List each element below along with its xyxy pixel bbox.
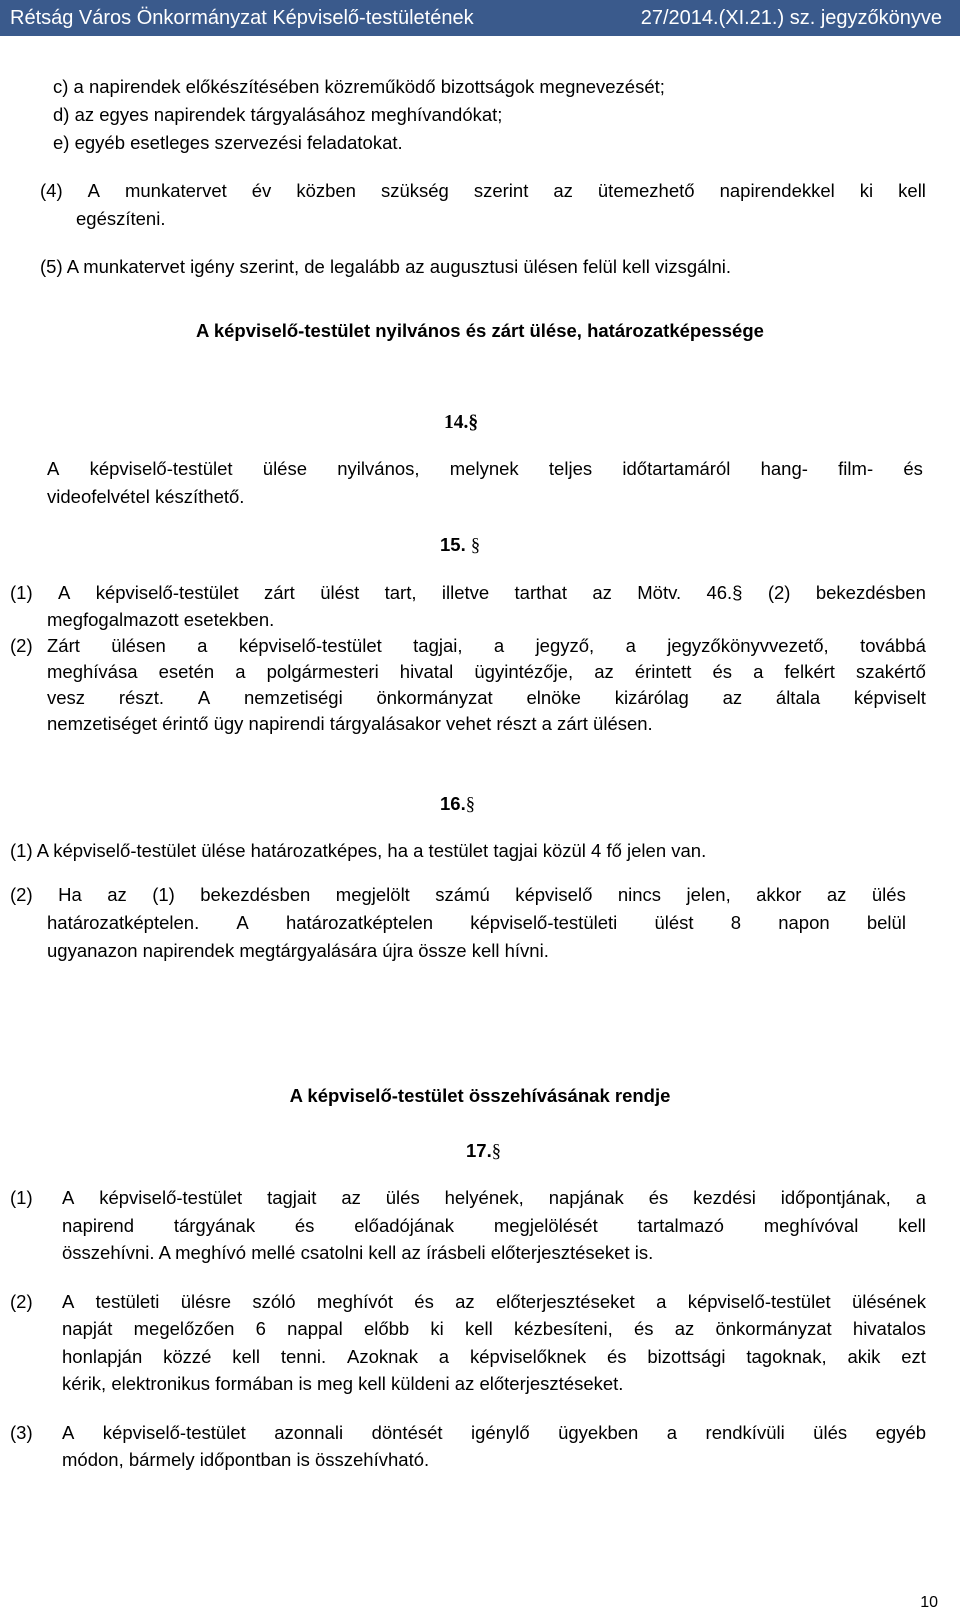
- paragraph-4-line-2: egészíteni.: [76, 208, 166, 229]
- section-number-17: 17.§: [466, 1140, 501, 1162]
- word: tagoknak,: [746, 1346, 827, 1367]
- word: nincs: [617, 884, 662, 905]
- word: ütemezhető: [597, 180, 695, 201]
- word: érintett: [634, 661, 692, 682]
- word: előadójának: [354, 1215, 455, 1236]
- word: a: [656, 1291, 667, 1312]
- word: képviselt: [853, 687, 926, 708]
- word: rendkívüli: [705, 1422, 785, 1443]
- paragraph-17-1-line-3: összehívni. A meghívó mellé csatolni kell az írásbeli előterjesztéseket is.: [62, 1242, 654, 1263]
- word: a: [197, 635, 208, 656]
- paragraph-17-1-line-2: [62, 1215, 926, 1237]
- word: nyilvános,: [337, 458, 420, 479]
- word: ki: [430, 1318, 444, 1339]
- word: év: [251, 180, 272, 201]
- word: önkormányzat: [376, 687, 493, 708]
- word: határozatképtelen: [285, 912, 434, 933]
- document-header: [0, 0, 960, 36]
- paragraph-15-2-line-3: [47, 687, 926, 709]
- paragraph-16-2-line-1: [10, 884, 906, 906]
- word: illetve: [441, 582, 490, 603]
- word: a: [753, 661, 764, 682]
- word: 8: [730, 912, 742, 933]
- paragraph-14-line-1: [47, 458, 923, 480]
- word: döntését: [371, 1422, 443, 1443]
- word: tart,: [384, 582, 417, 603]
- paragraph-16-1: (1) A képviselő-testület ülése határozatképes, ha a testület tagjai közül 4 fő jelen van.: [10, 840, 707, 861]
- word: helyének,: [444, 1187, 524, 1208]
- page-number: 10: [920, 1594, 938, 1611]
- section-sign-icon: §: [468, 412, 479, 433]
- word: részt.: [118, 687, 165, 708]
- word: 6: [255, 1318, 266, 1339]
- word: (1): [10, 582, 33, 603]
- word: hang-: [760, 458, 808, 479]
- word: képviselőknek: [469, 1346, 587, 1367]
- paragraph-17-2-line-1: [62, 1291, 926, 1313]
- word: A: [57, 582, 71, 603]
- word: időpontjának,: [780, 1187, 891, 1208]
- word: felkért: [784, 661, 835, 682]
- word: honlapján: [62, 1346, 143, 1367]
- word: közzé: [163, 1346, 212, 1367]
- word: kell: [465, 1318, 493, 1339]
- word: megjelölését: [493, 1215, 598, 1236]
- section-number-16: 16.§: [440, 793, 475, 815]
- list-item-c: c) a napirendek előkészítésében közreműködő bizottságok megnevezését;: [53, 76, 665, 97]
- word: A: [62, 1422, 75, 1443]
- paragraph-15-2-line-1: [47, 635, 926, 657]
- word: az: [592, 582, 612, 603]
- word: egyéb: [875, 1422, 926, 1443]
- header-doc-number: 27/2014.(XI.21.) sz. jegyzőkönyve: [640, 6, 942, 29]
- word: megjelölt: [335, 884, 410, 905]
- paragraph-17-3-line-1: [62, 1422, 926, 1444]
- section-heading-convening-order: A képviselő-testület összehívásának rendje: [289, 1085, 671, 1106]
- word: zárt: [263, 582, 295, 603]
- word: és: [414, 1291, 434, 1312]
- word: szerint: [473, 180, 529, 201]
- word: ülés: [871, 884, 906, 905]
- word: polgármesteri: [266, 661, 379, 682]
- word: ülést: [320, 582, 360, 603]
- word: A: [62, 1187, 75, 1208]
- word: napirendekkel: [719, 180, 835, 201]
- word: napját: [62, 1318, 113, 1339]
- section-sign-icon: §: [470, 536, 481, 556]
- word: melynek: [449, 458, 519, 479]
- word: nemzetiségi: [243, 687, 343, 708]
- word: ülés: [813, 1422, 848, 1443]
- section-heading-public-closed-session: A képviselő-testület nyilvános és zárt ülése, határozatképessége: [196, 320, 764, 341]
- paragraph-15-2-label: (2): [10, 635, 33, 656]
- word: akkor: [756, 884, 802, 905]
- word: kézbesíteni,: [514, 1318, 613, 1339]
- word: (2): [10, 884, 33, 905]
- word: előbb: [363, 1318, 410, 1339]
- word: határozatképtelen.: [47, 912, 200, 933]
- word: az: [594, 661, 614, 682]
- word: A: [62, 1291, 75, 1312]
- word: az: [722, 687, 743, 708]
- word: Ha: [58, 884, 82, 905]
- word: általa: [775, 687, 821, 708]
- word: szakértő: [856, 661, 926, 682]
- word: az: [455, 1291, 475, 1312]
- word: testületi: [95, 1291, 160, 1312]
- word: tartalmazó: [637, 1215, 724, 1236]
- word: ülésre: [180, 1291, 232, 1312]
- word: (2): [767, 582, 791, 603]
- paragraph-15-1-line-2: megfogalmazott esetekben.: [47, 609, 275, 630]
- word: és: [633, 1318, 654, 1339]
- word: akik: [847, 1346, 881, 1367]
- word: ülésen: [111, 635, 166, 656]
- word: Mötv.: [637, 582, 682, 603]
- word: Zárt: [47, 635, 80, 656]
- list-item-d: d) az egyes napirendek tárgyalásához meghívandókat;: [53, 104, 503, 125]
- word: képviselő-testület: [238, 635, 382, 656]
- paragraph-17-2-line-3: [62, 1346, 926, 1368]
- word: hivatal: [399, 661, 454, 682]
- word: bizottsági: [647, 1346, 726, 1367]
- word: kell: [898, 180, 926, 201]
- paragraph-16-2-line-2: [47, 912, 906, 934]
- word: a: [493, 635, 505, 656]
- word: ülést: [654, 912, 694, 933]
- word: szükség: [380, 180, 449, 201]
- word: megelőzően: [133, 1318, 235, 1339]
- word: vesz: [47, 687, 86, 708]
- paragraph-15-2-line-4: nemzetiséget érintő ügy napirendi tárgyalásakor vehet részt a zárt ülésen.: [47, 713, 653, 734]
- word: belül: [866, 912, 906, 933]
- word: tenni.: [280, 1346, 327, 1367]
- word: teljes: [548, 458, 593, 479]
- section-sign-icon: §: [465, 795, 475, 815]
- word: a: [235, 661, 246, 682]
- list-item-e: e) egyéb esetleges szervezési feladatokat.: [53, 132, 403, 153]
- paragraph-17-1-label: (1): [10, 1187, 33, 1208]
- word: az: [674, 1318, 695, 1339]
- paragraph-5: (5) A munkatervet igény szerint, de legalább az augusztusi ülésen felül kell vizsgálni.: [40, 256, 732, 277]
- word: bekezdésben: [815, 582, 926, 603]
- word: időtartamáról: [622, 458, 731, 479]
- word: ülésének: [851, 1291, 926, 1312]
- word: azonnali: [274, 1422, 344, 1443]
- word: az: [553, 180, 573, 201]
- word: film-: [838, 458, 874, 479]
- word: és: [648, 1187, 669, 1208]
- word: tarthat: [514, 582, 567, 603]
- word: önkormányzat: [715, 1318, 832, 1339]
- word: A: [197, 687, 211, 708]
- word: a: [915, 1187, 926, 1208]
- word: Azoknak: [346, 1346, 418, 1367]
- section-sign-icon: §: [491, 1142, 501, 1162]
- word: az: [826, 884, 847, 905]
- word: képviselő-testület: [89, 458, 233, 479]
- paragraph-4-line-1: [40, 180, 926, 202]
- word: tárgyának: [173, 1215, 256, 1236]
- word: esetén: [158, 661, 215, 682]
- word: ügyekben: [558, 1422, 639, 1443]
- word: a: [438, 1346, 450, 1367]
- paragraph-17-2-label: (2): [10, 1291, 33, 1312]
- word: képviselő: [515, 884, 593, 905]
- word: jelen,: [686, 884, 731, 905]
- paragraph-15-2-line-2: [47, 661, 926, 683]
- word: ülése: [262, 458, 308, 479]
- word: és: [712, 661, 733, 682]
- word: munkatervet: [124, 180, 227, 201]
- word: továbbá: [860, 635, 926, 656]
- paragraph-16-2-line-3: ugyanazon napirendek megtárgyalására újra össze kell hívni.: [47, 940, 549, 961]
- word: és: [903, 458, 923, 479]
- word: A: [87, 180, 100, 201]
- word: A: [47, 458, 60, 479]
- word: nappal: [287, 1318, 343, 1339]
- word: elnöke: [526, 687, 581, 708]
- word: igénylő: [471, 1422, 530, 1443]
- word: képviselő-testület: [102, 1422, 246, 1443]
- word: jegyző,: [535, 635, 595, 656]
- word: A: [236, 912, 249, 933]
- word: meghívóval: [763, 1215, 859, 1236]
- word: és: [606, 1346, 627, 1367]
- word: napirend: [62, 1215, 135, 1236]
- header-title: Rétság Város Önkormányzat Képviselő-testületének: [10, 6, 474, 29]
- word: kell: [232, 1346, 261, 1367]
- word: ülés: [385, 1187, 420, 1208]
- word: az: [341, 1187, 361, 1208]
- word: kezdési: [693, 1187, 756, 1208]
- paragraph-17-3-label: (3): [10, 1422, 33, 1443]
- paragraph-15-1-line-1: [10, 582, 926, 604]
- word: számú: [435, 884, 490, 905]
- paragraph-17-2-line-4: kérik, elektronikus formában is meg kell küldeni az előterjesztéseket.: [62, 1373, 624, 1394]
- word: 46.§: [706, 582, 743, 603]
- word: tagjai,: [413, 635, 463, 656]
- section-number-14: 14.§: [444, 412, 479, 433]
- word: meghívót: [316, 1291, 393, 1312]
- word: (4): [40, 180, 63, 201]
- word: bekezdésben: [200, 884, 311, 905]
- word: hivatalos: [852, 1318, 926, 1339]
- word: a: [625, 635, 636, 656]
- word: napjának: [548, 1187, 624, 1208]
- word: képviselő-testületi: [470, 912, 618, 933]
- word: kizárólag: [614, 687, 689, 708]
- word: képviselő-testület: [687, 1291, 831, 1312]
- word: képviselő-testület: [95, 582, 239, 603]
- paragraph-17-2-line-2: [62, 1318, 926, 1340]
- word: kell: [898, 1215, 926, 1236]
- word: jegyzőkönyvvezető,: [667, 635, 829, 656]
- word: tagjait: [267, 1187, 317, 1208]
- word: előterjesztéseket: [495, 1291, 635, 1312]
- paragraph-17-3-line-2: módon, bármely időpontban is összehívható.: [62, 1449, 430, 1470]
- paragraph-14-line-2: videofelvétel készíthető.: [47, 486, 245, 507]
- word: meghívása: [47, 661, 138, 682]
- word: közben: [296, 180, 356, 201]
- paragraph-17-1-line-1: [62, 1187, 926, 1209]
- word: (1): [152, 884, 175, 905]
- section-number-15: 15. §: [440, 534, 481, 556]
- word: ki: [859, 180, 874, 201]
- word: az: [107, 884, 127, 905]
- word: a: [666, 1422, 678, 1443]
- word: ügyintézője,: [474, 661, 574, 682]
- word: napon: [778, 912, 830, 933]
- word: és: [294, 1215, 315, 1236]
- word: szóló: [252, 1291, 296, 1312]
- word: képviselő-testület: [99, 1187, 243, 1208]
- word: ezt: [901, 1346, 926, 1367]
